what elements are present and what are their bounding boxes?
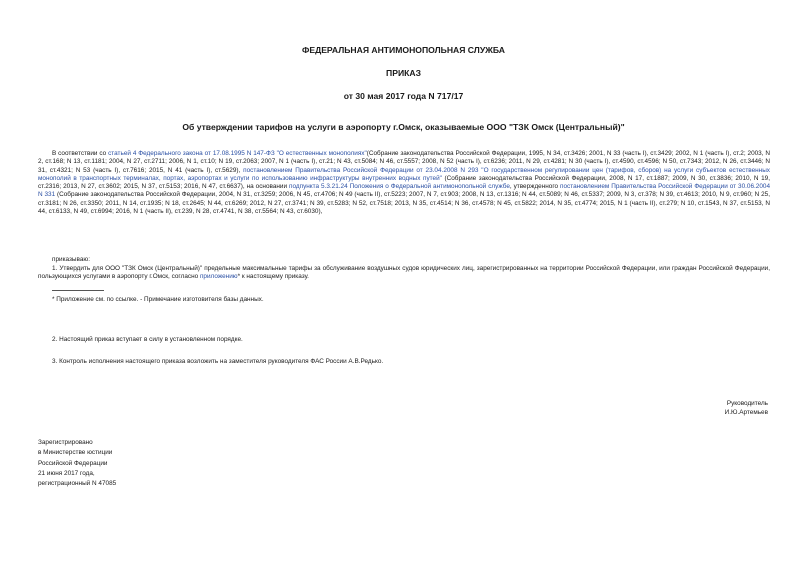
- footnote: * Приложение см. по ссылке. - Примечание изготовителя базы данных.: [52, 296, 264, 303]
- order-word: приказываю:: [52, 256, 90, 263]
- registration-line-3: Российской Федерации: [38, 459, 108, 467]
- preamble-text-2: (Собрание законодательства Российской Федерации, 1995, N 34, ст.3426; 2001, N 33 (часть I), ст.3429; 2002, N 1 (часть I), ст.2; 2003, N 2, ст.168; N 13, ст.1181; 2004, N 27, ст.2711; 2006, N 1, ст.10; N 19, ст.2063; 2007, N 1 (часть I), ст.21; N 43, ст.5084; N 46, ст.5557; 2008, N 52 (часть I), ст.6236; 2011, N 29, ст.4281; N 30 (часть I), ст.4590, ст.4596; N 50, ст.7343; 2012, N 26, ст.3446; N 31, ст.4321; N 53 (часть I), ст.7616; 2015, N 41 (часть I), ст.5629),: [38, 150, 771, 174]
- item-1-paragraph: [38, 265, 770, 282]
- fas-regulation-link[interactable]: подпункта 5.3.21.24 Положения о Федеральной антимонопольной службе: [289, 183, 510, 191]
- item-2-paragraph: 2. Настоящий приказ вступает в силу в установленном порядке.: [52, 336, 243, 343]
- item-3-paragraph: 3. Контроль исполнения настоящего приказа возложить на заместителя руководителя ФАС России А.В.Редько.: [52, 358, 384, 365]
- resolution-293-link[interactable]: постановлением Правительства Российской Федерации от 23.04.2008 N 293 "О государственном регулировании цен (тарифов, сборов) на услуги субъектов естественных монополий в транспортных терминалах, портах, аэропортах и услуги по использованию инфраструктуры внутренних водных путей": [38, 166, 770, 182]
- signatory-role: Руководитель: [726, 400, 768, 407]
- registration-line-4: 21 июня 2017 года,: [38, 469, 95, 477]
- preamble-paragraph: [38, 150, 770, 216]
- preamble-text-1: В соответствии со: [52, 150, 109, 157]
- registration-line-1: Зарегистрировано: [38, 439, 93, 446]
- item-1-text-end: * к настоящему приказу.: [237, 273, 309, 281]
- document-title: Об утверждении тарифов на услуги в аэропорту г.Омск, оказываемые ООО "ТЗК Омск (Центральный)": [182, 122, 625, 132]
- preamble-text-3: (Собрание законодательства Российской Федерации, 2008, N 17, ст.1887; 2009, N 30, ст.3836; 2010, N 19, ст.2316; 2013, N 27, ст.3602; 2015, N 37, ст.5153; 2016, N 47, ст.6637), на основании: [38, 174, 770, 191]
- law-147-fz-link[interactable]: статьей 4 Федерального закона от 17.08.1995 N 147-ФЗ "О естественных монополиях": [108, 150, 367, 157]
- registration-line-5: регистрационный N 47085: [38, 480, 117, 488]
- document-date: от 30 мая 2017 года N 717/17: [343, 91, 464, 101]
- preamble-text-5: (Собрание законодательства Российской Федерации, 2004, N 31, ст.3259; 2006, N 45, ст.4706; N 49 (часть II), ст.5223; 2007, N 7, ст.903; 2008, N 13, ст.1316; N 44, ст.5089; N 46, ст.5337; 2009, N 3, ст.378; N 39, ст.4613; 2010, N 9, ст.960; N 25, ст.3181; N 26, ст.3350; 2011, N 14, ст.1935; N 18, ст.2645; N 44, ст.6269; 2012, N 27, ст.3741; N 39, ст.5283; N 52, ст.7518; 2013, N 35, ст.4514; N 36, ст.4578; N 45, ст.5822; 2014, N 35, ст.4774; 2015, N 1 (часть II), ст.279; N 10, ст.1543, N 37, ст.5153, N 44, ст.6133, N 49, ст.6994; 2016, N 1 (часть II), ст.239, N 28, ст.4741, N 38, ст.5564; N 43, ст.6030),: [38, 191, 770, 216]
- preamble-text-4: , утвержденного: [509, 183, 561, 191]
- appendix-link[interactable]: приложению: [199, 273, 238, 281]
- document-type: ПРИКАЗ: [386, 68, 421, 78]
- resolution-331-link[interactable]: постановлением Правительства Российской Федерации от 30.06.2004 N 331: [38, 183, 771, 199]
- item-1-text: 1. Утвердить для ООО "ТЗК Омск (Центральный)" предельные максимальные тарифы за обслуживание воздушных судов юридических лиц, зарегистрированных на территории Российской Федерации, или граждан Российской Федерации, пользующихся услугами в аэропорту г.Омск, согласно: [38, 265, 770, 281]
- registration-block: [38, 438, 116, 489]
- agency-heading: ФЕДЕРАЛЬНАЯ АНТИМОНОПОЛЬНАЯ СЛУЖБА: [302, 45, 505, 55]
- footnote-separator: [52, 290, 104, 291]
- registration-line-2: в Министерстве юстиции: [38, 449, 113, 457]
- signatory-name: И.Ю.Артемьев: [724, 409, 768, 416]
